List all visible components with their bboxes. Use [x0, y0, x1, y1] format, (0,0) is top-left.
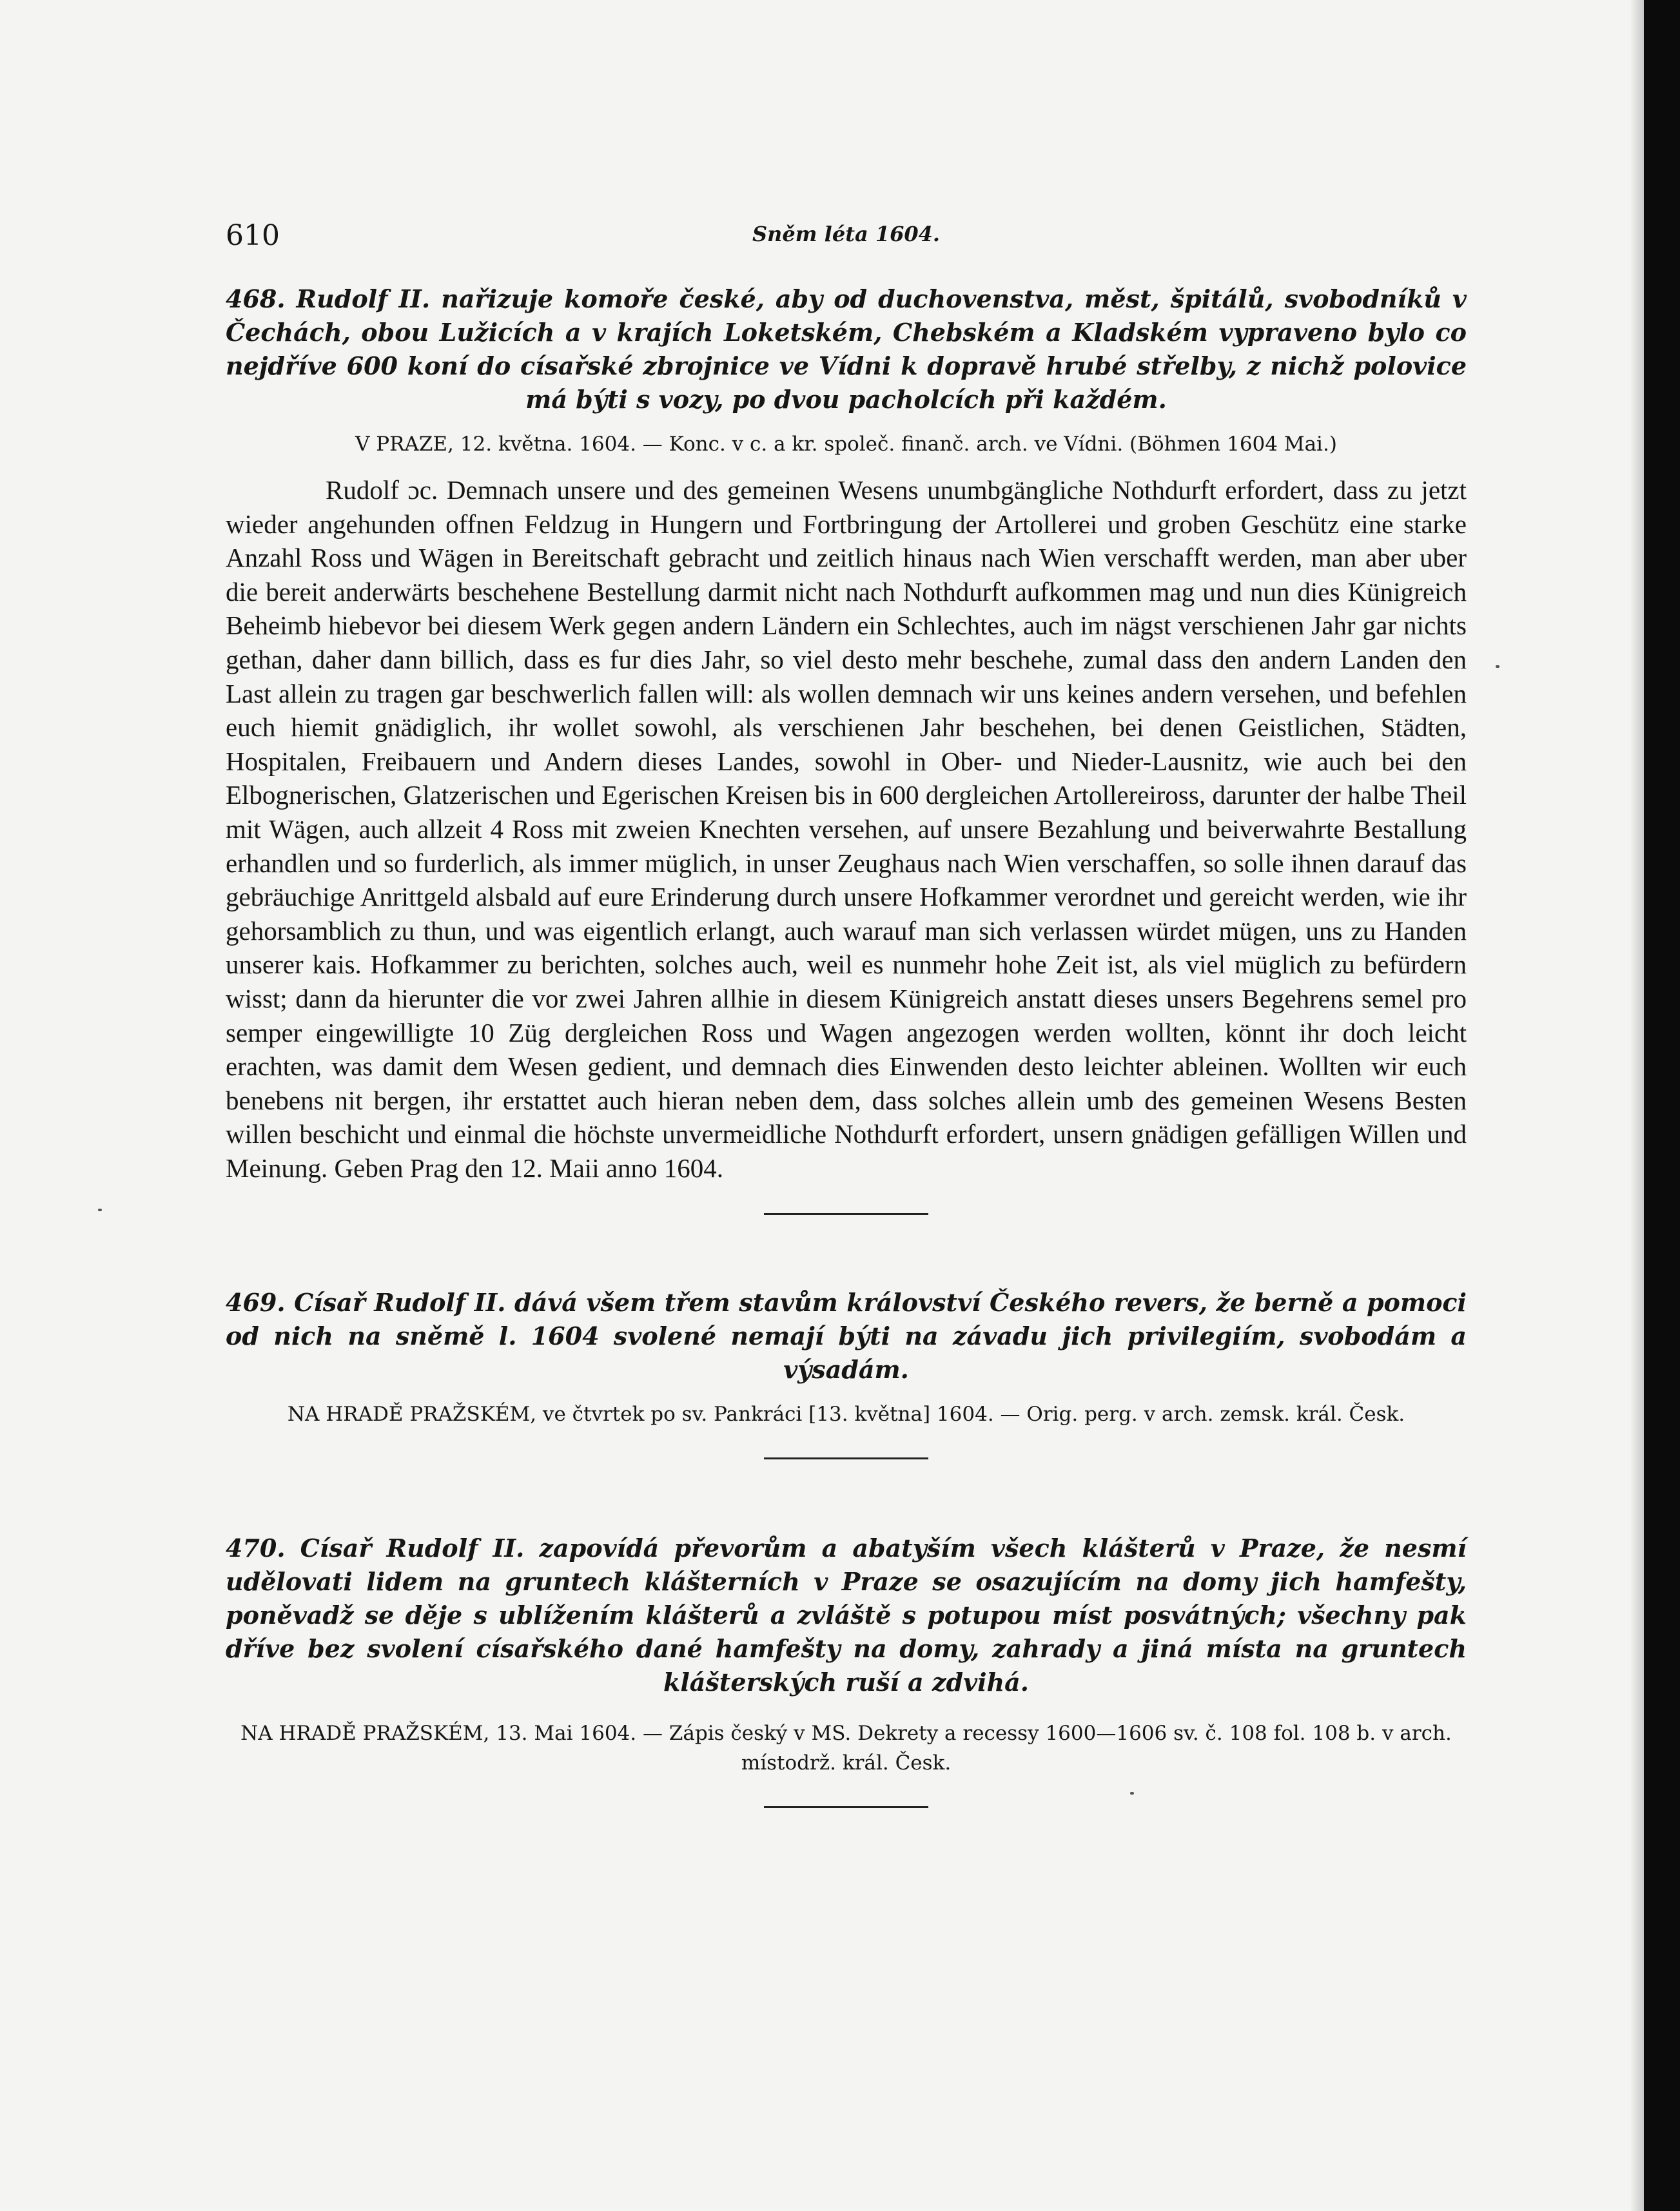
- regest-470: 470. Císař Rudolf II. zapovídá převorům a abatyším všech klášterů v Praze, že nesmí udělovati lidem na gruntech klášterních v Praze se osazujícím na domy jich hamfešty, poněvadž se děje s ublížením klášterů a zvláště s potupou míst posvátných; všechny pak dříve bez svolení císařského dané hamfešty na domy, zahrady a jiná místa na gruntech klášterských ruší a zdvihá.: [226, 1534, 1467, 1697]
- page-number: 610: [226, 219, 280, 252]
- document-entry-470: [226, 1532, 1467, 1808]
- regest-469: 469. Císař Rudolf II. dává všem třem stavům království Českého revers, že berně a pomoci od nich na sněmě l. 1604 svolené nemají býti na závadu jich privilegiím, svobodám a výsadám.: [226, 1288, 1467, 1385]
- source-line-468: V PRAZE, 12. května. 1604. — Konc. v c. a kr. společ. finanč. arch. ve Vídni. (Böhmen 1604 Mai.): [355, 433, 1337, 456]
- document-entry-468: [226, 282, 1467, 1215]
- scan-border: [1644, 0, 1680, 2211]
- scan-shadow: [1630, 0, 1644, 2211]
- regest-468: 468. Rudolf II. nařizuje komoře české, aby od duchovenstva, měst, špitálů, svobodníků v Čechách, obou Lužicích a v krajích Loketském, Chebském a Kladském vypraveno bylo co nejdříve 600 koní do císařské zbrojnice ve Vídni k dopravě hrubé střelby, z nichž polovice má býti s vozy, po dvou pacholcích při každém.: [226, 284, 1467, 414]
- source-line-470: NA HRADĚ PRAŽSKÉM, 13. Mai 1604. — Zápis český v MS. Dekrety a recessy 1600—1606 sv. č. 108 fol. 108 b. v arch. místodrž. král. Česk.: [240, 1722, 1452, 1775]
- section-divider: [764, 1457, 928, 1459]
- section-divider: [764, 1213, 928, 1215]
- scan-speck: [98, 1209, 102, 1211]
- document-text-468: Rudolf ɔc. Demnach unsere und des gemeinen Wesens unumbgängliche Nothdurft erfordert, dass zu jetzt wieder angehunden offnen Feldzug in Hungern und Fortbringung der Artollerei und groben Geschütz eine starke Anzahl Ross und Wägen in Bereitschaft gebracht und zeitlich hinaus nach Wien verschafft werden, man aber uber die bereit anderwärts beschehene Bestellung darmit nicht nach Nothdurft aufkommen mag und nun dies Künigreich Beheimb hiebevor bei diesem Werk gegen andern Ländern ein Schlechtes, auch im nägst verschienen Jahr gar nichts gethan, daher dann billich, dass es fur dies Jahr, so viel desto mehr beschehe, zumal dass den andern Landen den Last allein zu tragen gar beschwerlich fallen will: als wollen demnach wir uns keines andern versehen, und befehlen euch hiemit gnädiglich, ihr wollet sowohl, als verschienen Jahr beschehen, bei denen Geistlichen, Städten, Hospitalen, Freibauern und Andern dieses Landes, sowohl in Ober- und Nieder-Lausnitz, wie auch bei den Elbognerischen, Glatzerischen und Egerischen Kreisen bis in 600 dergleichen Artollereiross, darunter der halbe Theil mit Wägen, auch allzeit 4 Ross mit zweien Knechten versehen, auf unsere Bezahlung und beiverwahrte Bestallung erhandlen und so furderlich, als immer müglich, in unser Zeughaus nach Wien verschaffen, so solle ihnen darauf das gebräuchige Anrittgeld alsbald auf eure Erinderung durch unsere Hofkammer verordnet und gereicht werden, wie ihr gehorsamblich zu thun, und was eigentlich erlangt, auch warauf man sich verlassen würdet mügen, uns zu Handen unserer kais. Hofkammer zu berichten, solches auch, weil es nunmehr hohe Zeit ist, als viel müglich zu befürdern wisst; dann da hierunter die vor zwei Jahren allhie in diesem Künigreich anstatt dieses unsers Begehrens semel pro semper eingewilligte 10 Züg dergleichen Ross und Wagen angezogen werden wollten, könnt ihr doch leicht erachten, was damit dem Wesen gedient, und demnach dies Einwenden desto leichter ableinen. Wollten wir euch benebens nit bergen, ihr erstattet auch hieran neben dem, dass solches allein umb des gemeinen Wesens Besten willen beschicht und einmal die höchste unvermeidliche Nothdurft erfordert, unsern gnädigen gefälligen Willen und Meinung. Geben Prag den 12. Maii anno 1604.: [226, 475, 1467, 1183]
- running-head: [226, 213, 1467, 258]
- source-line-469: NA HRADĚ PRAŽSKÉM, ve čtvrtek po sv. Pankráci [13. května] 1604. — Orig. perg. v arch. zemsk. král. Česk.: [287, 1403, 1405, 1427]
- scan-speck: [1496, 665, 1499, 668]
- section-divider: [764, 1806, 928, 1808]
- running-title: Sněm léta 1604.: [752, 222, 941, 246]
- page-body: [226, 213, 1467, 1808]
- document-entry-469: [226, 1286, 1467, 1459]
